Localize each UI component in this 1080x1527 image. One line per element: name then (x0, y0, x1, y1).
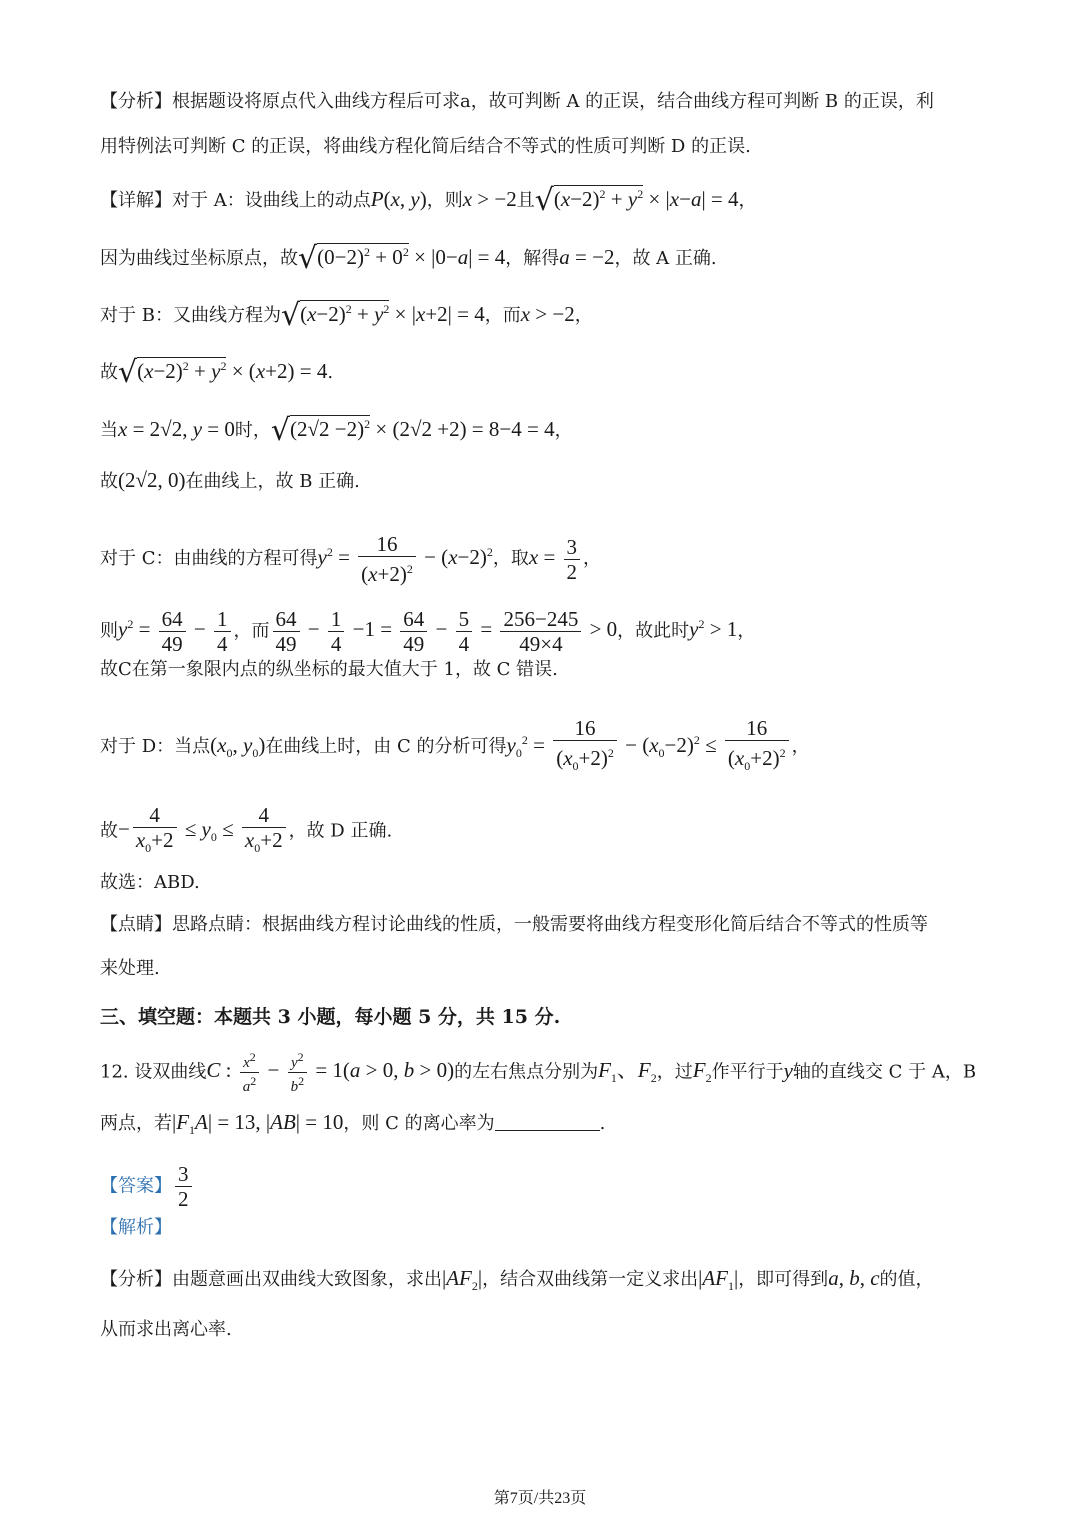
analysis-line-1: 【分析】根据题设将原点代入曲线方程后可求a，故可判断 A 的正误，结合曲线方程可判断 B 的正误，利 (100, 91, 934, 112)
detail-line-a: 【详解】对于 A：设曲线上的动点P(x, y)，则x > −2且$√(x-2)^2 + y^2 \times |x-a| = 4$， (100, 183, 757, 218)
comment-line-1: 【点睛】思路点睛：根据曲线方程讨论曲线的性质，一般需要将曲线方程变形化简后结合不等式的性质等 (100, 914, 928, 935)
page-footer: 第7页/共23页 (493, 1490, 587, 1507)
detail-line-c3: 故C在第一象限内点的纵坐标的最大值大于 1，故 C 错误. (100, 659, 558, 680)
answer-choice-line: 故选：ABD. (100, 872, 200, 893)
detail-line-c2: 则$y^2$ = $\frac{64}{49}$ − $\frac{1}{4}$ ，而 $\frac{64}{49}$ − $\frac{1}{4}$ −1 = $\frac{64}{49}$ − $\frac{5}{4}$ = $\frac{256-245}{49\times 4}$ > 0，故此时$y^2 > 1$， (100, 607, 756, 656)
detail-line-c1: 对于 C：由曲线的方程可得$y^2$ = $\frac{16}{(x+2)^2}$ − $(x-2)^2$，取x = $\frac{3}{2}$ ， (100, 532, 602, 586)
question-12-line-1: 12. 设双曲线C : $\frac{x^2}{a^2}$ − $\frac{y^2}{b^2}$ = 1(a > 0, b > 0)的左右焦点分别为$F_1$、$F_2$，过$F_2$作平行于y轴的直线交 C 于 A，B (100, 1050, 977, 1095)
detail-line-b3: 当x = 2√2, y = 0时，$√(2√2 -2)^2 \times (2√2 +2) = 8-4 = 4$， (100, 413, 573, 448)
analysis-12-line-1: 【分析】由题意画出双曲线大致图象，求出$|AF_2|$，结合双曲线第一定义求出$|AF_1|$，即可得到a, b, c的值， (100, 1266, 934, 1294)
detail-line-b1: 对于 B：又曲线方程为$√(x-2)^2 + y^2 \times |x+2| = 4$，而x > −2， (100, 298, 593, 333)
detail-line-d2: 故− $\frac{4}{x_0+2}$ ≤ $y_0$ ≤ $\frac{4}{x_0+2}$ ，故 D 正确. (100, 803, 393, 856)
solution-label: 【解析】 (100, 1217, 172, 1238)
answer-blank (495, 1130, 600, 1131)
detail-line-d1: 对于 D：当点($x_0$, $y_0$)在曲线上时，由 C 的分析可得$y_0^2$ = $\frac{16}{(x_0+2)^2}$ − $(x_0-2)^2$ ≤ $\frac{16}{(x_0+2)^2}$ ， (100, 716, 810, 774)
comment-line-2: 来处理. (100, 958, 160, 979)
answer-label: 【答案】 (100, 1175, 172, 1197)
answer-line: 【答案】 $\frac{3}{2}$ (100, 1162, 985, 1211)
analysis-line-2: 用特例法可判断 C 的正误，将曲线方程化简后结合不等式的性质可判断 D 的正误. (100, 136, 751, 157)
detail-line-b2: 故$√(x-2)^2 + y^2 \times (x+2) = 4$. (100, 355, 334, 390)
section-heading: 三、填空题：本题共 3 小题，每小题 5 分，共 15 分. (100, 1006, 561, 1028)
detail-line-a2: 因为曲线过坐标原点，故$√(0-2)^2 + 0^2 \times |0-a| = 4$，解得a = −2，故 A 正确. (100, 241, 717, 276)
analysis-12-line-2: 从而求出离心率. (100, 1319, 232, 1340)
detail-line-b4: 故(2√2, 0)在曲线上，故 B 正确. (100, 468, 360, 492)
question-12-line-2: 两点，若$|F_1A| = 13$, |AB| = 10，则 C 的离心率为 . (100, 1110, 606, 1138)
